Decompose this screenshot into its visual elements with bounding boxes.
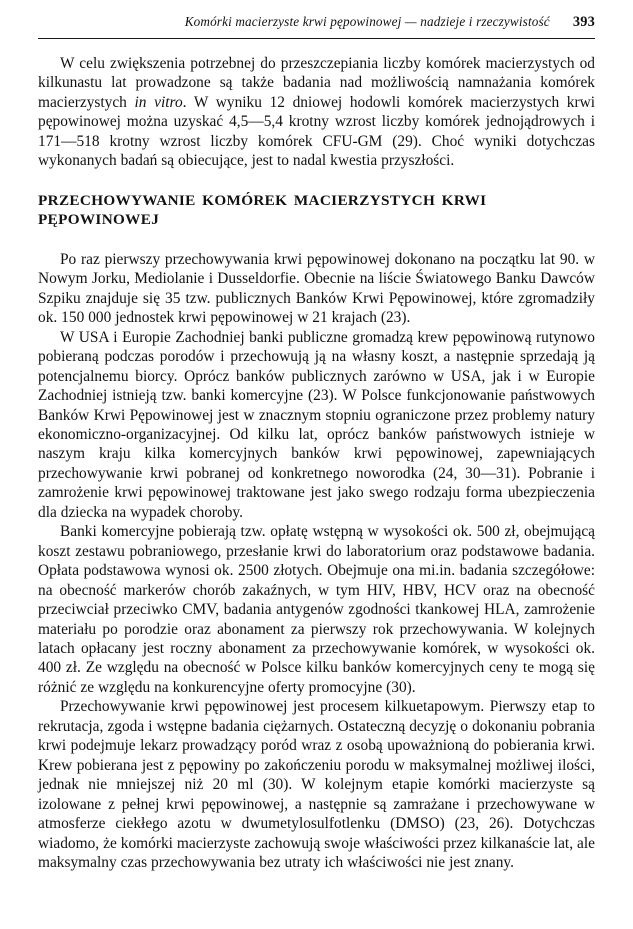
running-head-title: Komórki macierzyste krwi pępowinowej — nadzieje i rzeczywistość	[184, 14, 550, 29]
paragraph-intro-part-1: W celu zwiększenia potrzebnej do przeszczepiania liczby komórek macierzystych od kilkunastu lat prowadzone są także badania nad możliwością namnażania komórek macierzystych	[38, 55, 595, 111]
paragraph-intro	[38, 54, 595, 171]
running-head	[38, 14, 595, 34]
paragraph-commercial-fees: Banki komercyjne pobierają tzw. opłatę wstępną w wysokości ok. 500 zł, obejmującą koszt zestawu pobraniowego, przesłanie krwi do laboratorium oraz podstawowe badania. Opłata podstawowa wynosi ok. 2500 złotych. Obejmuje ona mi.in. badania szczegółowe: na obecność markerów chorób zakaźnych, w tym HIV, HBV, HCV oraz na obecność przeciwciał przeciwko CMV, badania antygenów zgodności tkankowej HLA, zamrożenie materiału po porodzie oraz abonament za pierwszy rok przechowywania. W kolejnych latach opłacany jest roczny abonament za przechowywanie komórek, w wysokości ok. 400 zł. Ze względu na obecność w Polsce kilku banków komercyjnych ceny te mogą się różnić ze względu na konkurencyjne oferty promocyjne (30).	[38, 523, 595, 696]
section-heading: PRZECHOWYWANIE KOMÓREK MACIERZYSTYCH KRWI PĘPOWINOWEJ	[38, 191, 487, 229]
page-number: 393	[572, 14, 595, 30]
paragraph-storage-history: Po raz pierwszy przechowywania krwi pępowinowej dokonano na początku lat 90. w Nowym Jorku, Mediolanie i Dusseldorfie. Obecnie na liście Światowego Banku Dawców Szpiku znajduje się 35 tzw. publicznych Banków Krwi Pępowinowej, które zgromadziły ok. 150 000 jednostek krwi pępowinowej w 21 krajach (23).	[38, 250, 595, 327]
latin-term-in-vitro: in vitro	[134, 93, 183, 111]
body-text-column	[38, 52, 595, 872]
paragraph-intro-part-2: . W wyniku 12 dniowej hodowli komórek macierzystych krwi pępowinowej można uzyskać 4,5—5,4 krotny wzrost liczby komórek jednojądrowych i 171—518 krotny wzrost liczby komórek CFU-GM (29). Choć wyniki dotychczas wykonanych badań są obiecujące, jest to nadal kwestia przyszłości.	[38, 93, 596, 170]
header-divider-rule	[38, 38, 595, 39]
section-heading-wrap	[38, 191, 595, 230]
paragraph-storage-process: Przechowywanie krwi pępowinowej jest procesem kilkuetapowym. Pierwszy etap to rekrutacja, zgoda i wstępne badania ciężarnych. Ostateczną decyzję o dokonaniu pobrania krwi podejmuje lekarz prowadzący poród wraz z osobą upoważnioną do pobierania krwi. Krew pobierana jest z pępowiny po zakończeniu porodu w maksymalnej możliwej ilości, jednak nie mniejszej niż 20 ml (30). W kolejnym etapie komórki macierzyste są izolowane z pełnej krwi pępowinowej, a następnie są zamrażane i przechowywane w atmosferze ciekłego azotu w dwumetylosulfotlenku (DMSO) (23, 26). Dotychczas wiadomo, że komórki macierzyste zachowują swoje właściwości przez kilkanaście lat, ale maksymalny czas przechowywania bez utraty ich właściwości nie jest znany.	[38, 698, 595, 871]
paragraph-public-banks: W USA i Europie Zachodniej banki publiczne gromadzą krew pępowinową rutynowo pobieraną podczas porodów i przechowują ją na własny koszt, a następnie sprzedają ją potencjalnemu biorcy. Oprócz banków publicznych zarówno w USA, jak i w Europie Zachodniej istnieją tzw. banki komercyjne (23). W Polsce funkcjonowanie państwowych Banków Krwi Pępowinowej jest w znacznym stopniu ograniczone przez problemy natury ekonomiczno-organizacyjnej. Od kilku lat, oprócz banków państwowych istnieje w naszym kraju kilka komercyjnych banków krwi pępowinowej, zapewniających przechowywanie krwi pobranej od konkretnego noworodka (24, 30—31). Pobranie i zamrożenie krwi pępowinowej traktowane jest jako swego rodzaju forma ubezpieczenia dla dziecka na wypadek choroby.	[38, 328, 595, 521]
